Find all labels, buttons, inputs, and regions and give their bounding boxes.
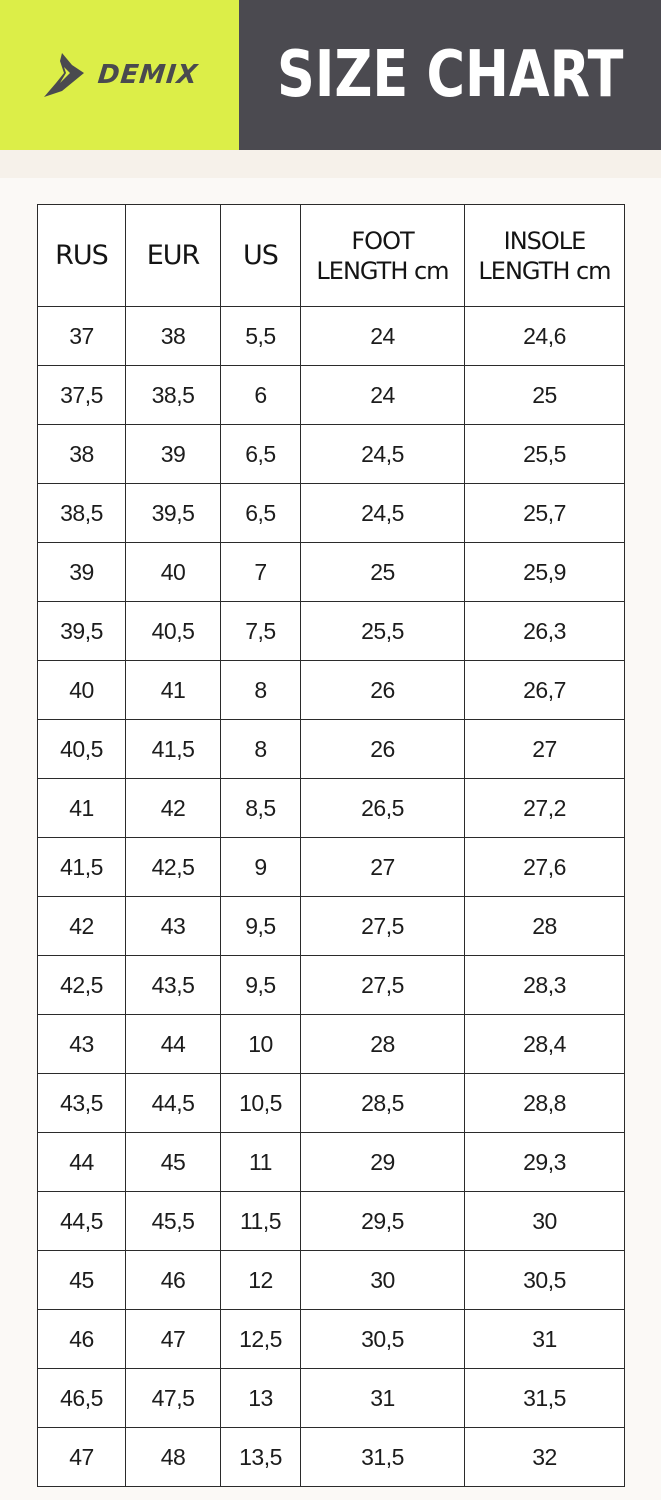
cell-us: 9,5 bbox=[221, 956, 301, 1015]
cell-us: 13,5 bbox=[221, 1428, 301, 1487]
cell-us: 8 bbox=[221, 720, 301, 779]
cell-rus: 42 bbox=[38, 897, 126, 956]
cell-us: 11 bbox=[221, 1133, 301, 1192]
cell-eur: 39,5 bbox=[126, 484, 221, 543]
cell-rus: 41 bbox=[38, 779, 126, 838]
cell-rus: 40 bbox=[38, 661, 126, 720]
cell-rus: 39,5 bbox=[38, 602, 126, 661]
cell-insole-length: 29,3 bbox=[465, 1133, 625, 1192]
cell-us: 8 bbox=[221, 661, 301, 720]
cell-eur: 46 bbox=[126, 1251, 221, 1310]
cell-us: 6,5 bbox=[221, 484, 301, 543]
cell-foot-length: 27 bbox=[301, 838, 465, 897]
header bbox=[0, 0, 661, 150]
cell-rus: 43,5 bbox=[38, 1074, 126, 1133]
cell-insole-length: 27 bbox=[465, 720, 625, 779]
cell-insole-length: 26,7 bbox=[465, 661, 625, 720]
header-rus-text: RUS bbox=[55, 239, 108, 271]
cell-insole-length: 27,6 bbox=[465, 838, 625, 897]
table-row bbox=[38, 956, 625, 1015]
cell-rus: 46 bbox=[38, 1310, 126, 1369]
cell-eur: 48 bbox=[126, 1428, 221, 1487]
title-block bbox=[239, 0, 661, 150]
table-row bbox=[38, 602, 625, 661]
cell-eur: 42 bbox=[126, 779, 221, 838]
cell-foot-length: 31,5 bbox=[301, 1428, 465, 1487]
table-row bbox=[38, 1192, 625, 1251]
cell-insole-length: 32 bbox=[465, 1428, 625, 1487]
cell-insole-length: 24,6 bbox=[465, 307, 625, 366]
cell-foot-length: 28,5 bbox=[301, 1074, 465, 1133]
cell-foot-length: 28 bbox=[301, 1015, 465, 1074]
header-insole-length-line-1: INSOLE bbox=[503, 226, 586, 255]
cell-rus: 37 bbox=[38, 307, 126, 366]
brand-name: DEMIX bbox=[96, 60, 200, 90]
cell-insole-length: 25 bbox=[465, 366, 625, 425]
cell-eur: 47 bbox=[126, 1310, 221, 1369]
header-foot-length-line-2: LENGTH cm bbox=[316, 256, 449, 285]
cell-rus: 40,5 bbox=[38, 720, 126, 779]
cell-us: 8,5 bbox=[221, 779, 301, 838]
cell-insole-length: 27,2 bbox=[465, 779, 625, 838]
table-body bbox=[38, 307, 625, 1487]
cell-foot-length: 27,5 bbox=[301, 897, 465, 956]
cell-us: 6,5 bbox=[221, 425, 301, 484]
header-divider-band bbox=[0, 150, 661, 178]
table-row bbox=[38, 1369, 625, 1428]
header-foot-length bbox=[301, 205, 465, 307]
table-row bbox=[38, 720, 625, 779]
table-row bbox=[38, 1251, 625, 1310]
cell-rus: 38 bbox=[38, 425, 126, 484]
cell-foot-length: 25 bbox=[301, 543, 465, 602]
cell-foot-length: 24 bbox=[301, 366, 465, 425]
cell-rus: 38,5 bbox=[38, 484, 126, 543]
table-row bbox=[38, 1310, 625, 1369]
cell-foot-length: 31 bbox=[301, 1369, 465, 1428]
cell-foot-length: 24,5 bbox=[301, 425, 465, 484]
cell-eur: 47,5 bbox=[126, 1369, 221, 1428]
table-row bbox=[38, 307, 625, 366]
header-us-text: US bbox=[243, 239, 278, 271]
cell-eur: 42,5 bbox=[126, 838, 221, 897]
cell-rus: 42,5 bbox=[38, 956, 126, 1015]
cell-rus: 44,5 bbox=[38, 1192, 126, 1251]
header-us bbox=[221, 205, 301, 307]
header-insole-length bbox=[465, 205, 625, 307]
cell-us: 7,5 bbox=[221, 602, 301, 661]
table-row bbox=[38, 543, 625, 602]
cell-rus: 39 bbox=[38, 543, 126, 602]
table-row bbox=[38, 366, 625, 425]
cell-eur: 40 bbox=[126, 543, 221, 602]
cell-insole-length: 25,9 bbox=[465, 543, 625, 602]
header-eur-text: EUR bbox=[146, 239, 200, 271]
cell-eur: 38,5 bbox=[126, 366, 221, 425]
cell-insole-length: 25,7 bbox=[465, 484, 625, 543]
cell-foot-length: 29,5 bbox=[301, 1192, 465, 1251]
cell-rus: 47 bbox=[38, 1428, 126, 1487]
cell-eur: 44 bbox=[126, 1015, 221, 1074]
cell-insole-length: 28 bbox=[465, 897, 625, 956]
table-row bbox=[38, 661, 625, 720]
header-rus bbox=[38, 205, 126, 307]
cell-eur: 40,5 bbox=[126, 602, 221, 661]
cell-eur: 44,5 bbox=[126, 1074, 221, 1133]
table-row bbox=[38, 1428, 625, 1487]
cell-foot-length: 26 bbox=[301, 720, 465, 779]
cell-us: 12,5 bbox=[221, 1310, 301, 1369]
cell-us: 11,5 bbox=[221, 1192, 301, 1251]
cell-rus: 43 bbox=[38, 1015, 126, 1074]
cell-rus: 45 bbox=[38, 1251, 126, 1310]
table-row bbox=[38, 484, 625, 543]
cell-insole-length: 28,3 bbox=[465, 956, 625, 1015]
cell-rus: 44 bbox=[38, 1133, 126, 1192]
cell-eur: 45,5 bbox=[126, 1192, 221, 1251]
cell-eur: 43 bbox=[126, 897, 221, 956]
cell-rus: 37,5 bbox=[38, 366, 126, 425]
cell-foot-length: 24 bbox=[301, 307, 465, 366]
header-insole-length-line-2: LENGTH cm bbox=[478, 256, 611, 285]
cell-eur: 41,5 bbox=[126, 720, 221, 779]
cell-insole-length: 28,4 bbox=[465, 1015, 625, 1074]
cell-us: 9,5 bbox=[221, 897, 301, 956]
cell-insole-length: 31 bbox=[465, 1310, 625, 1369]
cell-foot-length: 26,5 bbox=[301, 779, 465, 838]
cell-insole-length: 30 bbox=[465, 1192, 625, 1251]
table-row bbox=[38, 779, 625, 838]
page-title: SIZE CHART bbox=[276, 38, 623, 112]
cell-us: 10 bbox=[221, 1015, 301, 1074]
cell-insole-length: 26,3 bbox=[465, 602, 625, 661]
table-row bbox=[38, 1133, 625, 1192]
cell-rus: 46,5 bbox=[38, 1369, 126, 1428]
cell-insole-length: 31,5 bbox=[465, 1369, 625, 1428]
header-foot-length-line-1: FOOT bbox=[351, 226, 414, 255]
cell-foot-length: 29 bbox=[301, 1133, 465, 1192]
cell-eur: 39 bbox=[126, 425, 221, 484]
table-row bbox=[38, 838, 625, 897]
cell-insole-length: 30,5 bbox=[465, 1251, 625, 1310]
cell-insole-length: 25,5 bbox=[465, 425, 625, 484]
cell-us: 5,5 bbox=[221, 307, 301, 366]
cell-foot-length: 30 bbox=[301, 1251, 465, 1310]
cell-eur: 38 bbox=[126, 307, 221, 366]
cell-us: 9 bbox=[221, 838, 301, 897]
cell-us: 6 bbox=[221, 366, 301, 425]
cell-foot-length: 25,5 bbox=[301, 602, 465, 661]
demix-logo-icon bbox=[40, 51, 92, 99]
cell-us: 12 bbox=[221, 1251, 301, 1310]
cell-foot-length: 27,5 bbox=[301, 956, 465, 1015]
cell-foot-length: 30,5 bbox=[301, 1310, 465, 1369]
cell-foot-length: 26 bbox=[301, 661, 465, 720]
cell-us: 13 bbox=[221, 1369, 301, 1428]
cell-eur: 43,5 bbox=[126, 956, 221, 1015]
cell-eur: 45 bbox=[126, 1133, 221, 1192]
table-row bbox=[38, 1015, 625, 1074]
cell-us: 7 bbox=[221, 543, 301, 602]
cell-rus: 41,5 bbox=[38, 838, 126, 897]
size-table bbox=[37, 204, 625, 1487]
header-eur bbox=[126, 205, 221, 307]
cell-insole-length: 28,8 bbox=[465, 1074, 625, 1133]
cell-foot-length: 24,5 bbox=[301, 484, 465, 543]
table-row bbox=[38, 1074, 625, 1133]
table-row bbox=[38, 897, 625, 956]
cell-us: 10,5 bbox=[221, 1074, 301, 1133]
table-header-row bbox=[38, 205, 625, 307]
table-row bbox=[38, 425, 625, 484]
cell-eur: 41 bbox=[126, 661, 221, 720]
brand-block bbox=[0, 0, 239, 150]
